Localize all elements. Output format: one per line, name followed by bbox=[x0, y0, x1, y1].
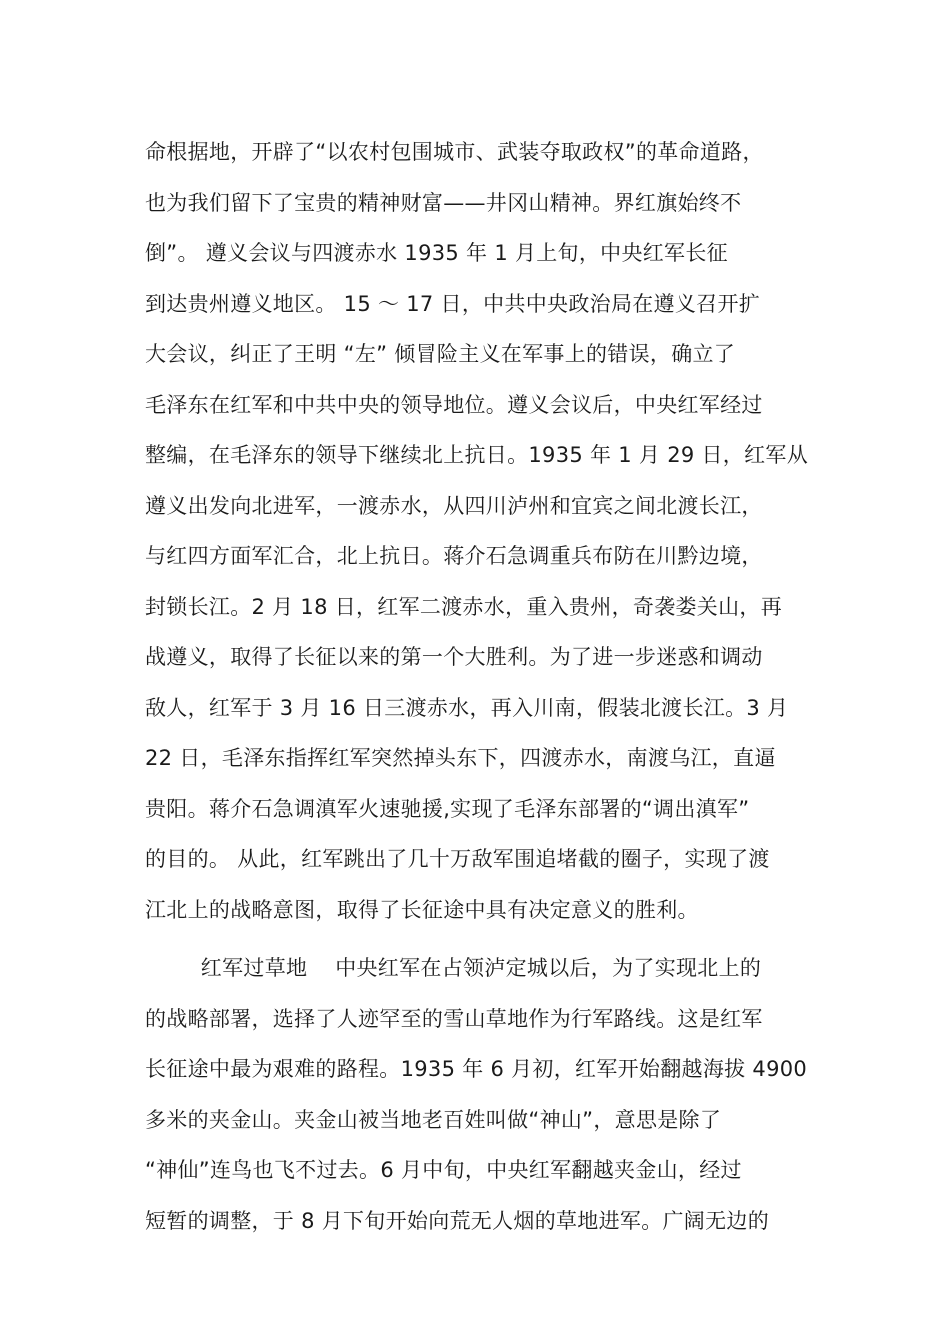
text-line: 的目的。 从此，红军跳出了几十万敌军围追堵截的圈子，实现了渡 bbox=[145, 847, 770, 871]
text-line: 到达贵州遵义地区。 15 ～ 17 日，中共中央政治局在遵义召开扩 bbox=[145, 291, 761, 316]
text-line: 倒”。 遵义会议与四渡赤水 1935 年 1 月上旬，中央红军长征 bbox=[145, 241, 728, 265]
text-line: 毛泽东在红军和中共中央的领导地位。遵义会议后，中央红军经过 bbox=[145, 392, 763, 417]
text-line: 红军过草地 中央红军在占领泸定城以后，为了实现北上的 bbox=[145, 956, 762, 980]
text-line: 与红四方面军汇合，北上抗日。蒋介石急调重兵布防在川黔边境， bbox=[145, 544, 763, 568]
text-line: 整编，在毛泽东的领导下继续北上抗日。1935 年 1 月 29 日，红军从 bbox=[145, 443, 808, 467]
text-line: 江北上的战略意图，取得了长征途中具有决定意义的胜利。 bbox=[145, 897, 699, 922]
body-text bbox=[145, 127, 825, 1246]
text-line: 22 日，毛泽东指挥红军突然掉头东下，四渡赤水，南渡乌江，直逼 bbox=[145, 746, 776, 770]
text-line: 的战略部署，选择了人迹罕至的雪山草地作为行军路线。这是红军 bbox=[145, 1006, 763, 1031]
text-line: 敌人，红军于 3 月 16 日三渡赤水，再入川南，假装北渡长江。3 月 bbox=[145, 695, 789, 720]
text-line: 长征途中最为艰难的路程。1935 年 6 月初，红军开始翻越海拔 4900 bbox=[145, 1057, 808, 1081]
text-line: 贵阳。蒋介石急调滇军火速驰援,实现了毛泽东部署的“调出滇军” bbox=[145, 796, 750, 821]
text-line: 也为我们留下了宝贵的精神财富——井冈山精神。界红旗始终不 bbox=[145, 190, 742, 215]
text-line: 多米的夹金山。夹金山被当地老百姓叫做“神山”，意思是除了 bbox=[145, 1107, 722, 1132]
paragraph-zunyi-chishui bbox=[145, 127, 825, 935]
text-line: 命根据地，开辟了“以农村包围城市、武装夺取政权”的革命道路， bbox=[145, 140, 764, 164]
paragraph-gap bbox=[145, 935, 825, 943]
text-line: 大会议，纠正了王明 “左” 倾冒险主义在军事上的错误，确立了 bbox=[145, 342, 736, 366]
text-line: 封锁长江。2 月 18 日，红军二渡赤水，重入贵州，奇袭娄关山，再 bbox=[145, 594, 783, 619]
text-line: “神仙”连鸟也飞不过去。6 月中旬，中央红军翻越夹金山，经过 bbox=[145, 1158, 742, 1182]
paragraph-grassland bbox=[145, 943, 825, 1246]
text-line: 短暂的调整，于 8 月下旬开始向荒无人烟的草地进军。广阔无边的 bbox=[145, 1208, 770, 1233]
text-line: 遵义出发向北进军，一渡赤水，从四川泸州和宜宾之间北渡长江， bbox=[145, 493, 763, 518]
text-line: 战遵义，取得了长征以来的第一个大胜利。为了进一步迷惑和调动 bbox=[145, 645, 763, 669]
